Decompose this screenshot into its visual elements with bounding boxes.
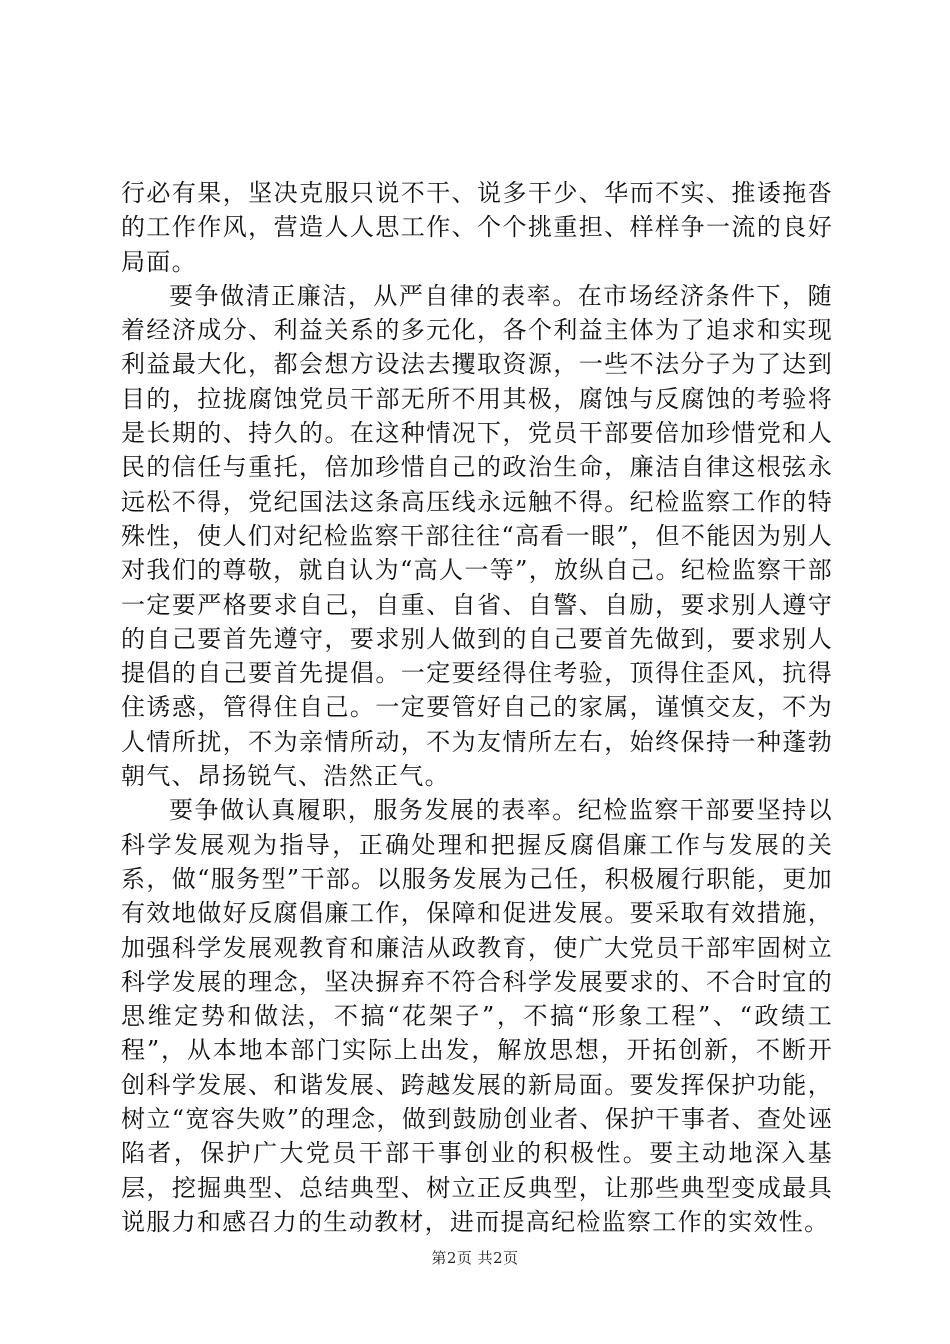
paragraph-service: 要争做认真履职，服务发展的表率。纪检监察干部要坚持以科学发展观为指导，正确处理和把握反腐倡廉工作与发展的关系，做“服务型”干部。以服务发展为己任，积极履行职能，更加有效地做好反腐倡廉工作，保障和促进发展。要采取有效措施，加强科学发展观教育和廉洁从政教育，使广大党员干部牢固树立科学发展的理念，坚决摒弃不符合科学发展要求的、不合时宜的思维定势和做法，不搞“花架子”，不搞“形象工程”、“政绩工程”，从本地本部门实际上出发，解放思想，开拓创新，不断开创科学发展、和谐发展、跨越发展的新局面。要发挥保护功能，树立“宽容失败”的理念，做到鼓励创业者、保护干事者、查处诬陷者，保护广大党员干部干事创业的积极性。要主动地深入基层，挖掘典型、总结典型、树立正反典型，让那些典型变成最具说服力和感召力的生动教材，进而提高纪检监察工作的实效性。 [121, 796, 833, 1236]
document-body [121, 176, 833, 1239]
page-number-footer: 第2页 共2页 [431, 1249, 519, 1267]
paragraph-integrity: 要争做清正廉洁，从严自律的表率。在市场经济条件下，随着经济成分、利益关系的多元化，各个利益主体为了追求和实现利益最大化，都会想方设法去攫取资源，一些不法分子为了达到目的，拉拢腐蚀党员干部无所不用其极，腐蚀与反腐蚀的考验将是长期的、持久的。在这种情况下，党员干部要倍加珍惜党和人民的信任与重托，倍加珍惜自己的政治生命，廉洁自律这根弦永远松不得，党纪国法这条高压线永远触不得。纪检监察工作的特殊性，使人们对纪检监察干部往往“高看一眼”，但不能因为别人对我们的尊敬，就自认为“高人一等”，放纵自己。纪检监察干部一定要严格要求自己，自重、自省、自警、自励，要求别人遵守的自己要首先遵守，要求别人做到的自己要首先做到，要求别人提倡的自己要首先提倡。一定要经得住考验，顶得住歪风，抗得住诱惑，管得住自己。一定要管好自己的家属，谨慎交友，不为人情所扰，不为亲情所动，不为友情所左右，始终保持一种蓬勃朝气、昂扬锐气、浩然正气。 [121, 281, 833, 791]
paragraph-continuation: 行必有果，坚决克服只说不干、说多干少、华而不实、推诿拖沓的工作作风，营造人人思工作、个个挑重担、样样争一流的良好局面。 [121, 179, 833, 276]
